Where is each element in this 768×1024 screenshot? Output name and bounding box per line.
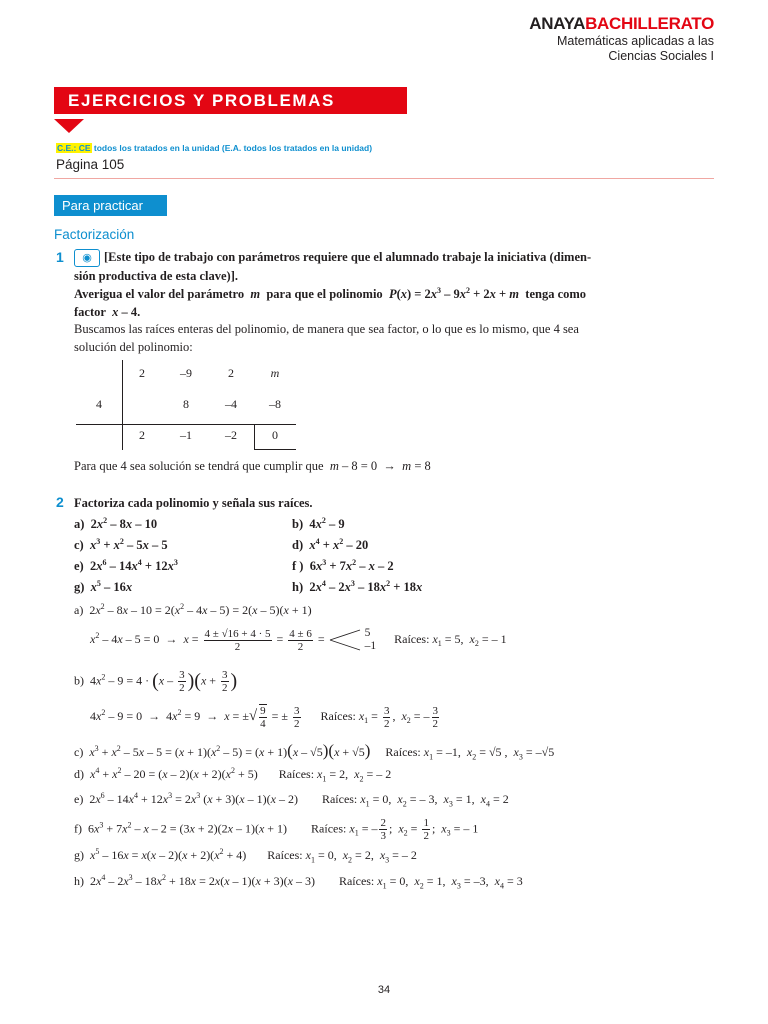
ruffini-table: 2 –9 2 m 4 8 –4 –8 2 –1 –2 0 xyxy=(76,360,306,456)
branch-icon xyxy=(328,627,362,653)
divider xyxy=(54,178,714,179)
solution-b-roots: $4x^2 - 9 = 0 \to 4x^2 = 9 \to x$ = ±√ $\frac{9}{4}$ = ± $\frac{3}{2}$ Raíces: $x_1$ = $\frac{3}{2}$ , $x_2$ = – $\frac{3}{2}$ xyxy=(90,704,439,730)
criteria-line: C.E.: CE todos los tratados en la unidad (E.A. todos los tratados en la unidad) xyxy=(57,143,373,153)
practice-label: Para practicar xyxy=(54,195,167,216)
problem-1-question: Averigua el valor del parámetro m para que el polinomio $P(x) = 2x^3 - 9x^2 + 2x + m$ tenga como factor x – 4. xyxy=(74,285,587,319)
solution-f: f) $6x^3 + 7x^2 - x - 2 = (3x + 2)(2x - 1)(x + 1)$ Raíces: $x_1$ = – $\frac{2}{3}$ ; $x_2$ = $\frac{1}{2}$ ; $x_3$ = – 1 xyxy=(74,817,479,842)
section-title: Factorización xyxy=(54,227,135,242)
brand-logo: ANAYABACHILLERATO xyxy=(529,14,714,33)
problem-number-1: 1 xyxy=(56,249,64,265)
solution-g: g) $x^5 - 16x = x(x - 2)(x + 2)(x^2 + 4)$ Raíces: $x_1 = 0$, $x_2 = 2$, $x_3$ = – 2 xyxy=(74,847,417,865)
solution-c: c) $x^3 + x^2 - 5x - 5 = (x + 1)(x^2 - 5) = (x + 1)(x - √5)(x + √5)$ Raíces: $x_1 = -1$, $x_2 = √5$ , $x_3 = -√5$ xyxy=(74,741,555,762)
solution-a-roots: $x^2 - 4x - 5 = 0 \to x$ = $\frac{4 \pm √16 + 4 \cdot 5}{2}$ = $\frac{4 \pm 6}{2}$ = 5 –1 Raíces: $x_1 = 5$, $x_2$ = – 1 xyxy=(90,627,507,653)
solution-d: d) $x^4 + x^2 - 20 = (x - 2)(x + 2)(x^2 + 5)$ Raíces: $x_1 = 2$, $x_2$ = – 2 xyxy=(74,766,392,784)
banner-triangle xyxy=(54,119,84,133)
page-number: 34 xyxy=(377,984,391,996)
problem-1-answer: Buscamos las raíces enteras del polinomio, de manera que sea factor, o lo que es lo mismo, que 4 sea solución del polinomio: xyxy=(74,322,579,354)
problem-2-list: a) $2x^2 - 8x - 10$ b) $4x^2 - 9$ c) $x^3 + x^2 - 5x - 5$ d) $x^4 + x^2 - 20$ e) $2x^6 - 14x^4 + 12x^3$ f ) $6x^3 + 7x^2 - x - 2$ g) $x^5 - 16x$ h) $2x^4 - 2x^3 - 18x^2 + 18x$ xyxy=(74,515,423,594)
brand-subtitle-2: Ciencias Sociales I xyxy=(608,49,714,63)
section-banner: EJERCICIOS Y PROBLEMAS PROPUESTOS xyxy=(54,87,407,114)
problem-2-title: Factoriza cada polinomio y señala sus raíces. xyxy=(74,496,313,510)
page-reference: Página 105 xyxy=(56,157,125,172)
brand-subtitle-1: Matemáticas aplicadas a las xyxy=(556,34,714,48)
solution-a: a) $2x^2 - 8x - 10 = 2(x^2 - 4x - 5) = 2(x - 5)(x + 1)$ xyxy=(74,602,312,617)
problem-1-intro: ◉ [Este tipo de trabajo con parámetros requiere que el alumnado trabaje la iniciativa (dimen- sión productiva de esta clave)]. xyxy=(74,250,592,284)
lightbulb-icon: ◉ xyxy=(74,249,100,267)
solution-b: b) $4x^2 - 9 = 4 \cdot (x$ – $\frac{3}{2}$ )(x + $\frac{3}{2}$ ) xyxy=(74,669,238,694)
brand-header xyxy=(529,14,714,64)
problem-number-2: 2 xyxy=(56,494,64,510)
solution-e: e) $2x^6 - 14x^4 + 12x^3 = 2x^3$ (x + 3)(x – 1)(x – 2) Raíces: $x_1 = 0$, $x_2$ = – 3, $x_3 = 1$, $x_4 = 2$ xyxy=(74,791,509,809)
problem-1-conclusion: Para que 4 sea solución se tendrá que cumplir que m – 8 = 0 → m = 8 xyxy=(74,459,431,473)
solution-h: h) $2x^4 - 2x^3 - 18x^2 + 18x = 2x(x - 1)(x + 3)(x - 3)$ Raíces: $x_1 = 0$, $x_2 = 1$, $x_3 = -3$, $x_4 = 3$ xyxy=(74,873,523,891)
